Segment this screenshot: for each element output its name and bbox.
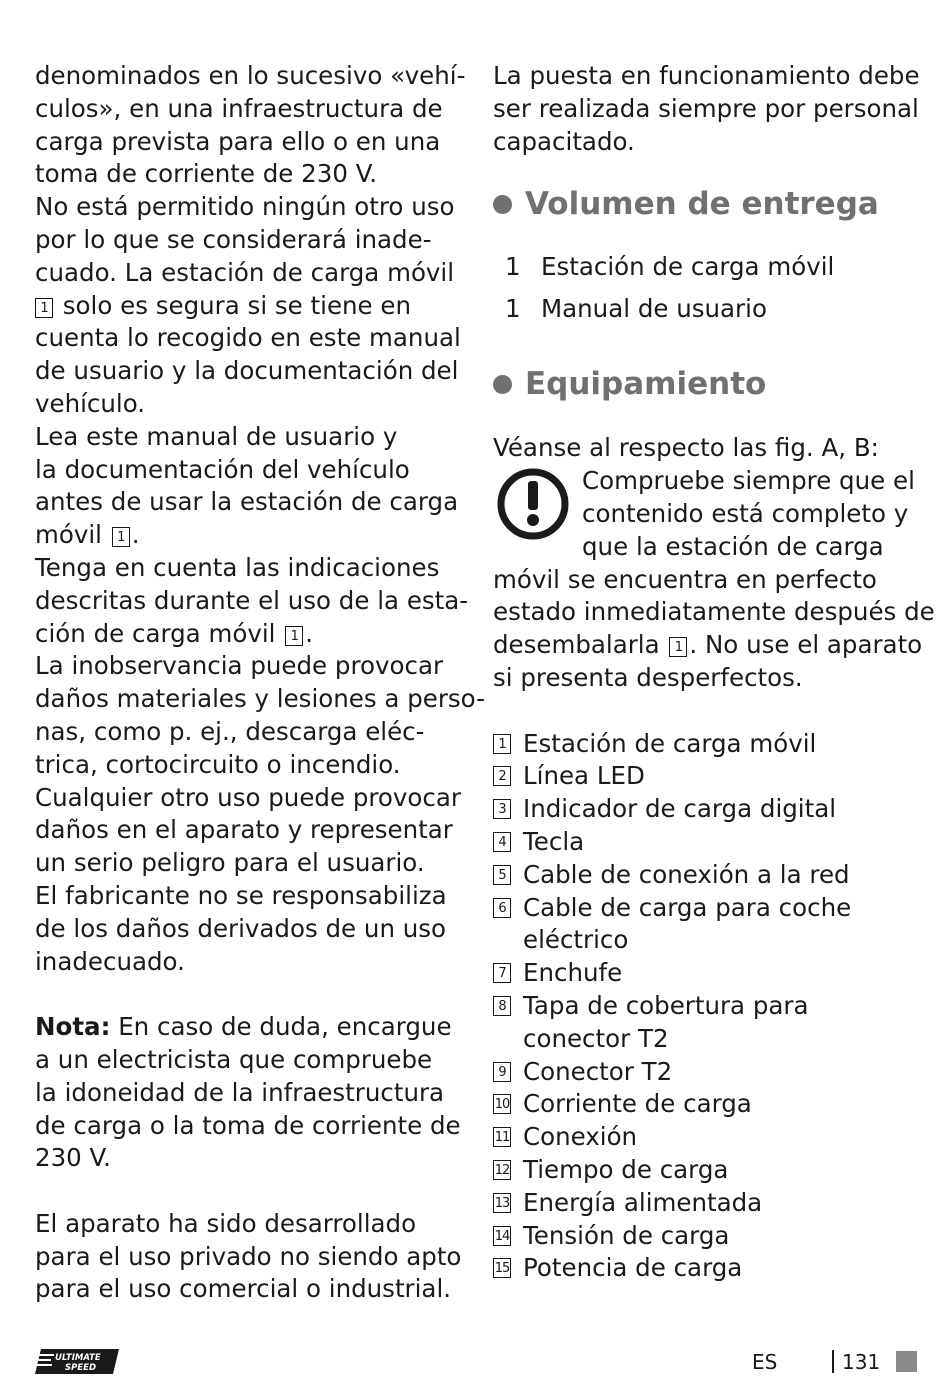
list-item [493, 246, 923, 288]
paragraph-note [35, 1011, 465, 1175]
item-quantity: 1 [505, 252, 521, 282]
part-number-box: 1 [493, 734, 511, 754]
part-number-box: 6 [493, 898, 511, 918]
footer-separator [832, 1350, 834, 1373]
part-number-box: 5 [493, 865, 511, 885]
text-line: 230 V. [35, 1143, 111, 1173]
part-item [493, 793, 923, 826]
paragraph-liability [35, 880, 465, 978]
paragraph-private-use [35, 1208, 465, 1306]
text-line: contenido está completo y [582, 498, 909, 528]
text-line: por lo que se considerará inade- [35, 224, 432, 254]
text-fragment: solo es segura si se tiene en [62, 290, 412, 320]
text-line: La puesta en funcionamiento debe [493, 61, 920, 90]
text-fragment: ción de carga móvil [35, 618, 276, 648]
paragraph-danger [35, 782, 465, 880]
text-line: Compruebe siempre que el [582, 466, 915, 496]
section-heading-delivery [493, 186, 923, 222]
text-line: No está permitido ningún otro uso [35, 192, 455, 222]
bullet-dot-icon [493, 195, 512, 214]
parts-list [493, 728, 923, 1286]
part-label: Enchufe [523, 958, 623, 988]
note-label: Nota: [35, 1012, 111, 1042]
part-number-box: 15 [493, 1258, 511, 1278]
item-label: Manual de usuario [541, 294, 767, 324]
part-label: Conexión [523, 1122, 638, 1152]
part-number-box: 9 [493, 1062, 511, 1082]
text-line: antes de usar la estación de carga [35, 487, 459, 517]
list-item [493, 288, 923, 330]
part-item [493, 990, 923, 1056]
paragraph-commissioning [493, 60, 923, 158]
logo-text-top: ULTIMATE [55, 1353, 101, 1363]
see-figures-line [493, 432, 923, 465]
text-line: inadecuado. [35, 946, 185, 976]
text-fragment: . [131, 520, 140, 550]
text-fragment: . No use el aparato [689, 630, 923, 660]
text-line: toma de corriente de 230 V. [35, 159, 378, 189]
text-line: si presenta desperfectos. [493, 662, 803, 692]
text-line: capacitado. [493, 126, 635, 156]
part-item [493, 1088, 923, 1121]
footer-language: ES [752, 1350, 778, 1374]
text-line [35, 290, 465, 323]
text-fragment: En caso de duda, encargue [118, 1012, 452, 1042]
part-label: Cable de carga para coche [523, 892, 852, 922]
part-number-box: 10 [493, 1094, 511, 1114]
part-item [493, 957, 923, 990]
text-line: la idoneidad de la infraestructura [35, 1077, 445, 1107]
part-label-continued: conector T2 [523, 1023, 669, 1053]
part-ref-box: 1 [669, 637, 687, 657]
part-number-box: 4 [493, 832, 511, 852]
part-label-continued: eléctrico [523, 925, 629, 955]
text-line [35, 1011, 465, 1044]
text-line: culos», en una infraestructura de [35, 93, 443, 123]
spacer [35, 978, 465, 1011]
item-label: Estación de carga móvil [541, 252, 835, 282]
heading-text: Equipamiento [525, 366, 767, 403]
text-line: descritas durante el uso de la esta- [35, 585, 469, 615]
part-label: Tensión de carga [523, 1220, 730, 1250]
part-label: Potencia de carga [523, 1253, 743, 1283]
delivery-list [493, 246, 923, 330]
exclamation-circle-icon [496, 467, 570, 541]
part-label: Cable de conexión a la red [523, 859, 850, 889]
part-item [493, 760, 923, 793]
text-line: denominados en lo sucesivo «vehí- [35, 61, 466, 90]
part-ref-box: 1 [285, 626, 303, 646]
part-item [493, 1220, 923, 1253]
part-item [493, 1056, 923, 1089]
part-item [493, 728, 923, 761]
right-column [493, 60, 935, 1285]
text-fragment: desembalarla [493, 630, 660, 660]
text-line: cuado. La estación de carga móvil [35, 257, 455, 287]
paragraph-read-manual [35, 421, 465, 552]
part-number-box: 2 [493, 766, 511, 786]
page-number: 131 [842, 1350, 881, 1374]
text-line: Lea este manual de usuario y [35, 421, 398, 451]
part-number-box: 8 [493, 996, 511, 1016]
text-line: Véanse al respecto las fig. A, B: [493, 433, 879, 463]
footer-square-marker [896, 1351, 917, 1372]
text-line: carga prevista para ello o en una [35, 126, 441, 156]
part-number-box: 3 [493, 799, 511, 819]
left-column [35, 60, 485, 1306]
part-number-box: 14 [493, 1226, 511, 1246]
part-label: Tiempo de carga [523, 1154, 729, 1184]
part-label: Corriente de carga [523, 1089, 752, 1119]
part-ref-box: 1 [112, 527, 130, 547]
text-line: ser realizada siempre por personal [493, 93, 919, 123]
text-line [35, 519, 465, 552]
text-line: Tenga en cuenta las indicaciones [35, 552, 440, 582]
text-line: la documentación del vehículo [35, 454, 410, 484]
paragraph-damage [35, 650, 485, 781]
part-item [493, 1154, 923, 1187]
part-item [493, 1252, 923, 1285]
part-label: Indicador de carga digital [523, 794, 837, 824]
paragraph-intended-use [35, 60, 465, 191]
logo-text-bottom: SPEED [65, 1363, 97, 1373]
text-line: daños materiales y lesiones a perso- [35, 684, 485, 714]
part-label: Tapa de cobertura para [523, 990, 809, 1020]
part-item [493, 826, 923, 859]
paragraph-other-use [35, 191, 465, 421]
text-line: para el uso privado no siendo apto [35, 1241, 462, 1271]
warning-block [493, 465, 935, 695]
text-line: Cualquier otro uso puede provocar [35, 782, 461, 812]
item-quantity: 1 [505, 294, 521, 324]
part-number-box: 13 [493, 1193, 511, 1213]
part-label: Línea LED [523, 761, 645, 791]
text-line: móvil se encuentra en perfecto [493, 564, 877, 594]
text-line: La inobservancia puede provocar [35, 651, 444, 681]
text-line: de los daños derivados de un uso [35, 913, 447, 943]
text-fragment: móvil [35, 520, 102, 550]
text-line: un serio peligro para el usuario. [35, 848, 425, 878]
text-line: estado inmediatamente después de [493, 597, 935, 627]
heading-text: Volumen de entrega [525, 186, 879, 223]
text-line: vehículo. [35, 388, 146, 418]
text-line: cuenta lo recogido en este manual [35, 323, 461, 353]
text-line [493, 629, 923, 662]
part-number-box: 7 [493, 963, 511, 983]
part-label: Tecla [523, 826, 585, 856]
text-line: de carga o la toma de corriente de [35, 1110, 461, 1140]
part-item [493, 892, 923, 958]
text-line: a un electricista que compruebe [35, 1044, 433, 1074]
part-item [493, 859, 923, 892]
brand-logo [35, 1349, 119, 1374]
part-item [493, 1121, 923, 1154]
text-line: que la estación de carga [582, 531, 884, 561]
part-ref-box: 1 [35, 298, 53, 318]
text-line [35, 618, 465, 651]
paragraph-indications [35, 552, 469, 650]
text-line: daños en el aparato y representar [35, 815, 453, 845]
text-line: El fabricante no se responsabiliza [35, 880, 447, 910]
bullet-dot-icon [493, 375, 512, 394]
text-line: de usuario y la documentación del [35, 356, 459, 386]
spacer [493, 695, 923, 728]
text-line: El aparato ha sido desarrollado [35, 1208, 417, 1238]
text-fragment: . [305, 618, 314, 648]
text-line: nas, como p. ej., descarga eléc- [35, 716, 425, 746]
spacer [35, 1175, 465, 1208]
text-line: trica, cortocircuito o incendio. [35, 749, 401, 779]
part-number-box: 12 [493, 1160, 511, 1180]
text-line: para el uso comercial o industrial. [35, 1274, 452, 1304]
part-label: Energía alimentada [523, 1187, 763, 1217]
part-label: Estación de carga móvil [523, 728, 817, 758]
part-item [493, 1187, 923, 1220]
part-number-box: 11 [493, 1127, 511, 1147]
section-heading-equipment [493, 366, 923, 402]
part-label: Conector T2 [523, 1056, 673, 1086]
